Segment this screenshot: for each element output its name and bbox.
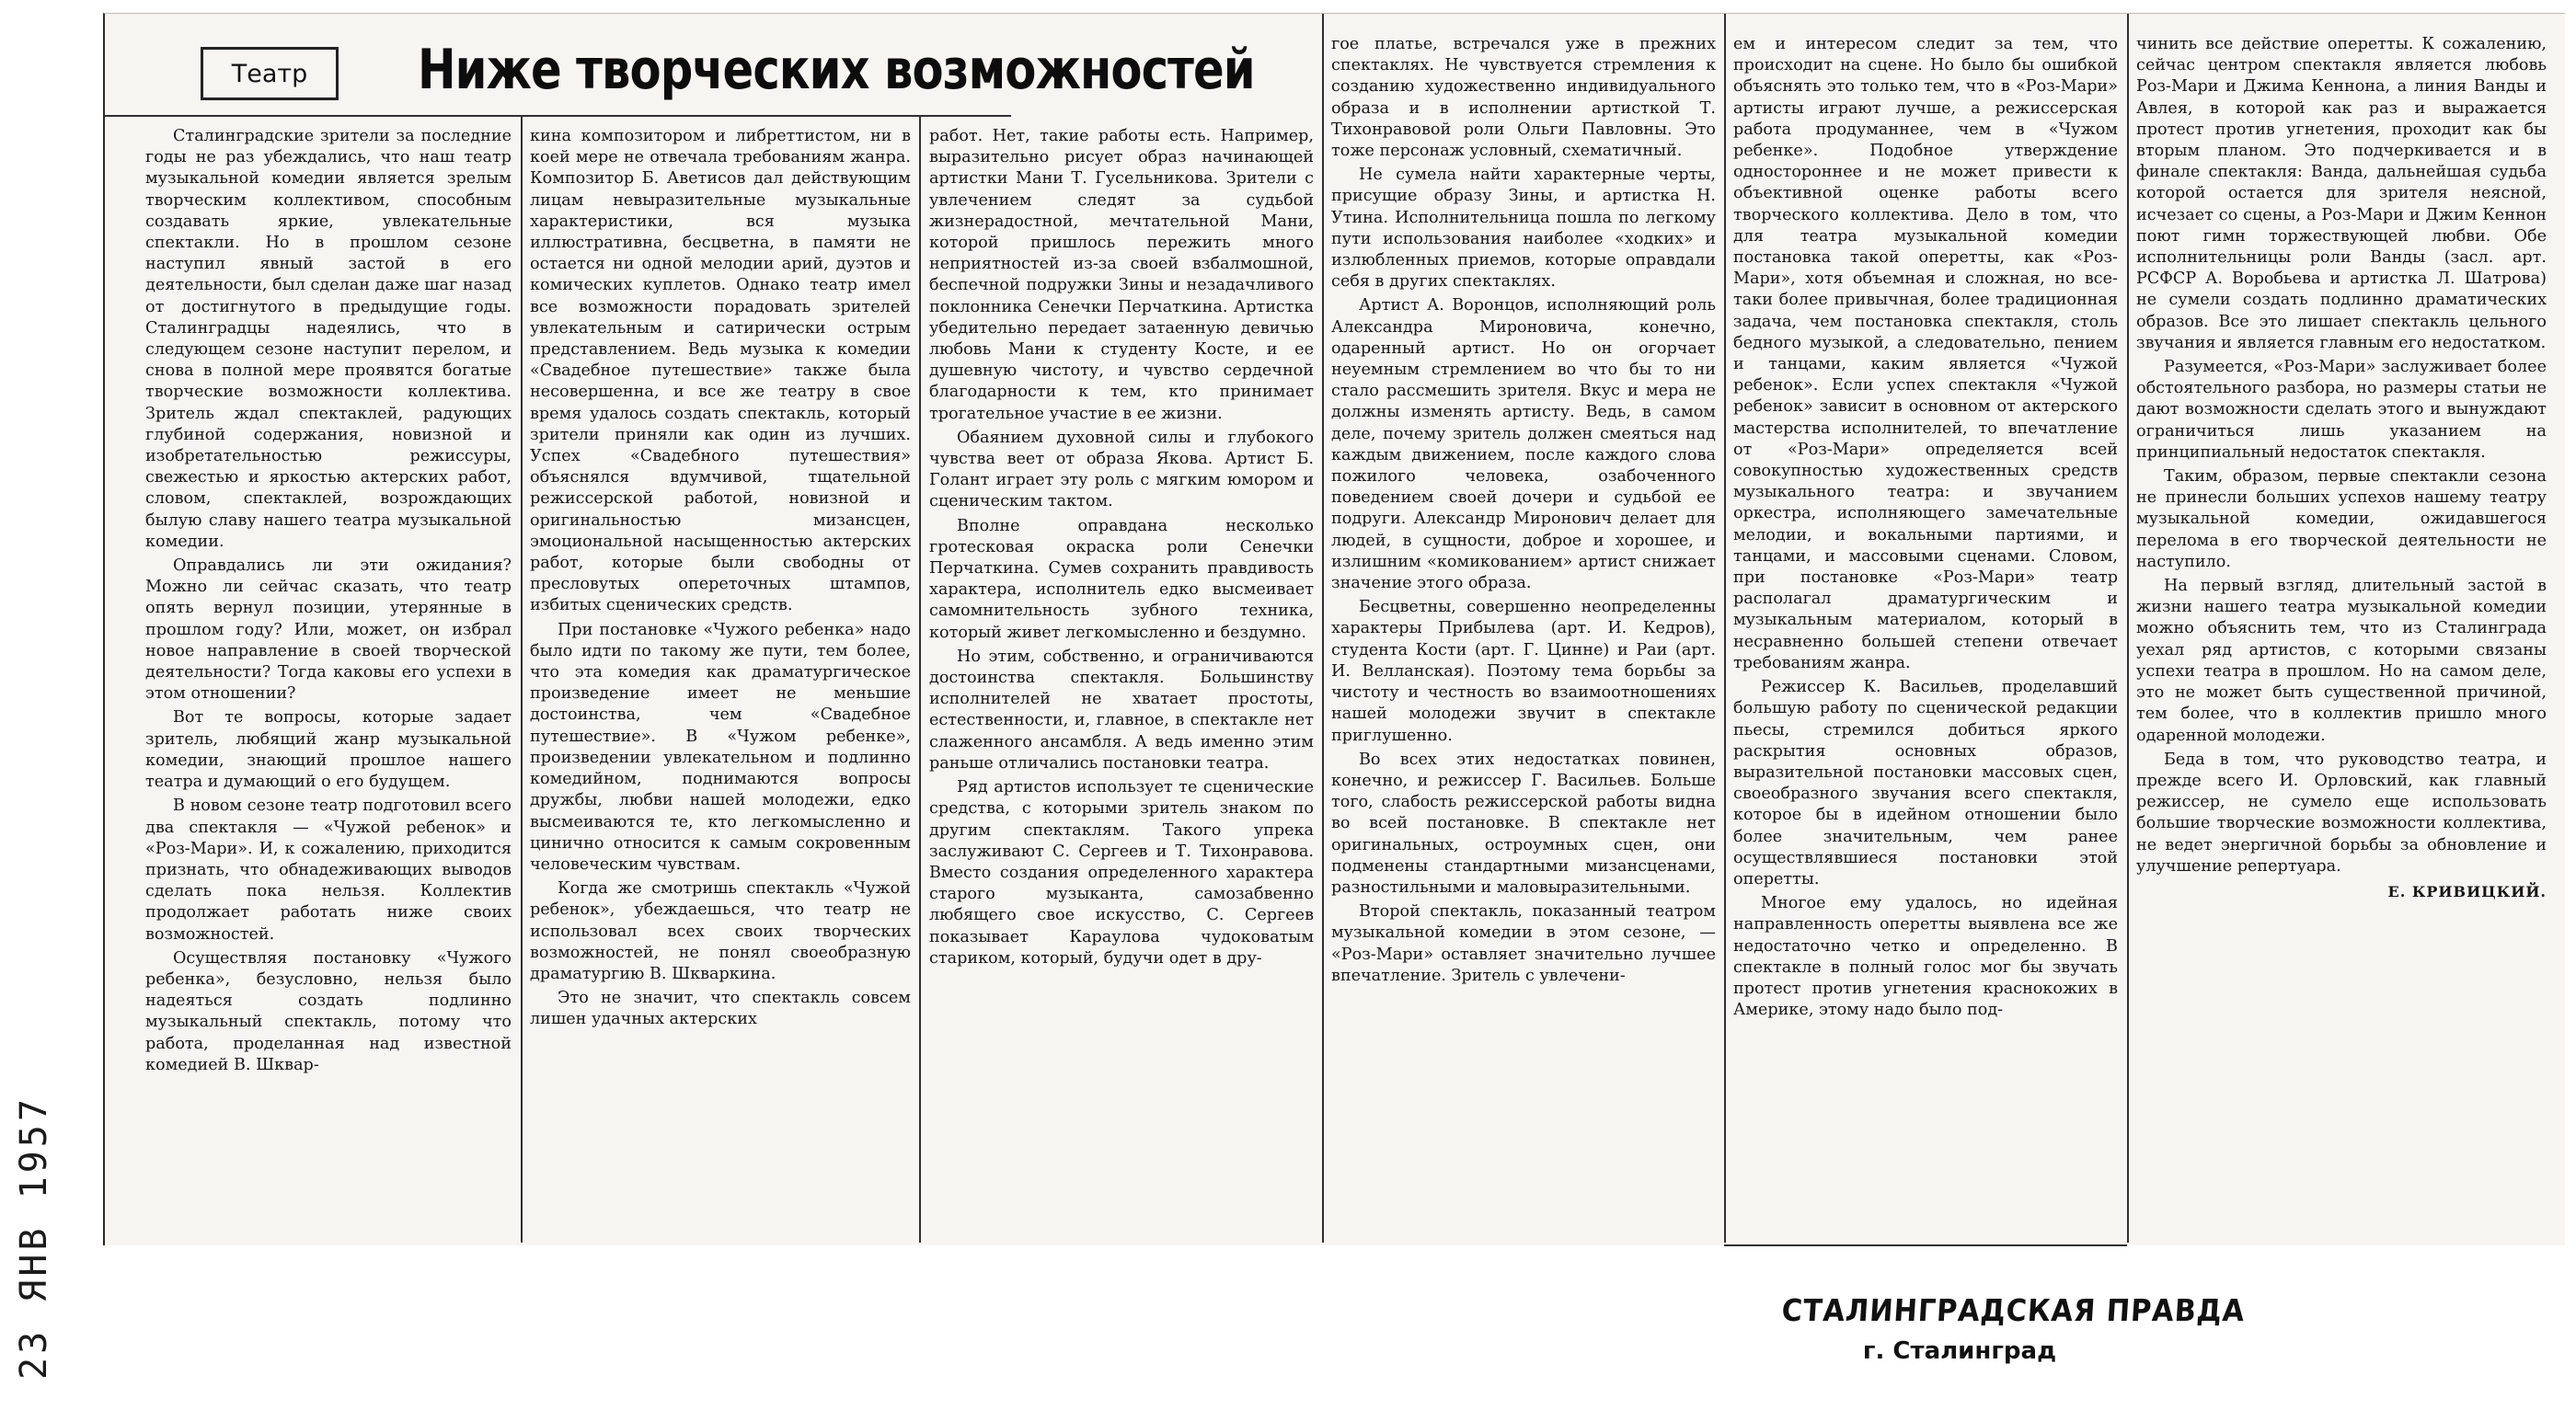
- paragraph: Артист А. Воронцов, исполняющий роль Александра Мироновича, конечно, одаренный артист. Но он огорчает неуемным стремлением во что бы то ни стало рассмешить зрителя. Вкус и мера не должны изменять артисту. Ведь, в самом деле, почему зритель должен смеяться над каждым движением, после каждого слова пожилого человека, озабоченного поведением своей дочери и судьбой ее подруги. Александр Миронович делает для людей, в сущности, доброе и хорошее, и излишним «комикованием» артист снижает значение этого образа.: [1331, 296, 1716, 593]
- paragraph: Но этим, собственно, и ограничиваются достоинства спектакля. Большинству исполнителей не хватает простоты, естественности, и, главное, в спектакле нет слаженного ансамбля. А ведь именно этим раньше отличались постановки театра.: [929, 647, 1314, 773]
- author-signature: Е. КРИВИЦКИЙ.: [2387, 882, 2547, 900]
- paragraph: Второй спектакль, показанный театром музыкальной комедии в этом сезоне, — «Роз-Мари» оставляет значительно лучшее впечатление. Зритель с увлечени-: [1331, 902, 1716, 985]
- column-rule: [1724, 14, 1726, 1243]
- article-headline: Ниже творческих возможностей: [418, 38, 1255, 102]
- article-column-6: [2136, 34, 2547, 1244]
- paragraph: Многое ему удалось, но идейная направленность оперетты выявлена все же недостаточно четко и определенно. В спектакле в полный голос мог бы звучать протест против угнетения краснокожих в Америке, этому надо было под-: [1733, 894, 2118, 1020]
- section-rubric: Театр: [201, 47, 339, 100]
- paragraph: Во всех этих недостатках повинен, конечно, и режиссер Г. Васильев. Больше того, слабость режиссерской работы видна во всей постановке. В спектакле нет оригинальных, остроумных сцен, они подменены стандартными мизансценами, разностильными и маловыразительными.: [1331, 750, 1716, 897]
- paragraph: Вполне оправдана несколько гротесковая окраска роли Сенечки Перчаткина. Сумев сохранить правдивость характера, исполнитель едко высмеивает самомнительность зубного техника, который живет легкомысленно и бездумно.: [929, 516, 1314, 642]
- column-rule: [2127, 14, 2129, 1243]
- source-stamp: [1766, 1292, 2247, 1365]
- footer-rule: [1724, 1244, 2127, 1246]
- column-rule: [1322, 14, 1324, 1243]
- article-column-3: [929, 126, 1314, 1243]
- paragraph: Бесцветны, совершенно неопределенны характеры Прибылева (арт. И. Кедров), студента Кости (арт. Г. Цинне) и Раи (арт. И. Велланская). Поэтому тема борьбы за чистоту и честность во взаимоотношениях нашей молодежи звучит в спектакле приглушенно.: [1331, 598, 1716, 745]
- paragraph: Сталинградские зрители за последние годы не раз убеждались, что наш театр музыкальной комедии является зрелым творческим коллективом, способным создавать яркие, увлекательные спектакли. Но в прошлом сезоне наступил явный застой в его деятельности, был сделан даже шаг назад от достигнутого в предыдущие годы. Сталинградцы надеялись, что в следующем сезоне наступит перелом, и снова в полной мере проявятся богатые творческие возможности коллектива. Зритель ждал спектаклей, радующих глубиной содержания, новизной и изобретательностью режиссуры, свежестью и яркостью актерских работ, словом, спектаклей, возрождающих былую славу нашего театра музыкальной комедии.: [145, 127, 512, 551]
- paragraph: работ. Нет, такие работы есть. Например, выразительно рисует образ начинающей артистки Мани Т. Гусельникова. Зрители с увлечением следят за судьбой жизнерадостной, мечтательной Мани, которой пришлось пережить много неприятностей из-за своей взбалмошной, беспечной подружки Зины и незадачливого поклонника Сенечки Перчаткина. Артистка убедительно передает затаенную девичью любовь Мани к студенту Косте, и ее душевную чистоту, и чувство сердечной благодарности к тем, кто принимает трогательное участие в ее жизни.: [929, 127, 1314, 423]
- newspaper-city: г. Сталинград: [1862, 1337, 2057, 1365]
- paragraph: чинить все действие оперетты. К сожалению, сейчас центром спектакля является любовь Роз-Мари и Джима Кеннона, а линия Ванды и Авлея, в которой как раз и выражается протест против угнетения, проходит как бы вторым планом. Это подчеркивается и в финале спектакля: Ванда, дальнейшая судьба которой остается для зрителя неясной, исчезает со сцены, а Роз-Мари и Джим Кеннон поют гимн торжествующей любви. Обе исполнительницы роли Ванды (засл. арт. РСФСР А. Воробьева и артистка Л. Шатрова) не сумели создать подлинно драматических образов. Все это лишает спектакль цельного звучания и является главным его недостатком.: [2136, 35, 2547, 352]
- paragraph: Обаянием духовной силы и глубокого чувства веет от образа Якова. Артист Б. Голант играет эту роль с мягким юмором и сценическим тактом.: [929, 428, 1314, 511]
- paragraph: Режиссер К. Васильев, проделавший большую работу по сценической редакции пьесы, стремился добиться яркого раскрытия основных образов, выразительной постановки массовых сцен, своеобразного звучания всего спектакля, которое бы в идейном отношении было более значительным, чем ранее осуществлявшиеся постановки этой оперетты.: [1733, 678, 2118, 888]
- paragraph: Разумеется, «Роз-Мари» заслуживает более обстоятельного разбора, но размеры статьи не дают возможности сделать этого и вынуждают ограничиться лишь указанием на принципиальный недостаток спектакля.: [2136, 358, 2547, 462]
- column-rule: [521, 117, 523, 1243]
- paragraph: гое платье, встречался уже в прежних спектаклях. Не чувствуется стремления к созданию художественно индивидуального образа и в исполнении артисткой Т. Тихонравовой роли Ольги Павловны. Это тоже персонаж условный, схематичный.: [1331, 35, 1716, 161]
- paragraph: Оправдались ли эти ожидания? Можно ли сейчас сказать, что театр опять вернул позиции, утерянные в прошлом году? Или, может, он избрал новое направление в своей творческой деятельности? Тогда каковы его успехи в этом отношении?: [145, 556, 512, 704]
- newspaper-name: СТАЛИНГРАДСКАЯ ПРАВДА: [1780, 1292, 2247, 1328]
- paragraph: кина композитором и либреттистом, ни в коей мере не отвечала требованиям жанра. Композитор Б. Аветисов дал действующим лицам невыразительные музыкальные характеристики, вся музыка иллюстративна, бесцветна, в памяти не остается ни одной мелодии арий, дуэтов и комических куплетов. Однако театр имел все возможности порадовать зрителей увлекательным и сатирически острым представлением. Ведь музыка к комедии «Свадебное путешествие» также была несовершенна, и все же театру в свое время удалось создать спектакль, который зрители приняли как один из лучших. Успех «Свадебного путешествия» объяснялся вдумчивой, тщательной режиссерской работой, новизной и оригинальностью мизансцен, эмоциональной насыщенностью актерских работ, которые были свободны от пресловутых опереточных штампов, избитых сценических средств.: [530, 127, 911, 615]
- paragraph: Осуществляя постановку «Чужого ребенка», безусловно, нельзя было надеяться создать подлинно музыкальный спектакль, потому что работа, проделанная над известной комедией В. Шквар-: [145, 948, 512, 1074]
- header-rule: [105, 115, 523, 117]
- paragraph: Это не значит, что спектакль совсем лишен удачных актерских: [530, 989, 911, 1029]
- paragraph: Не сумела найти характерные черты, присущие образу Зины, и артистка Н. Утина. Исполнительница пошла по легкому пути использования наиболее «ходких» и излюбленных приемов, которые оправдали себя в других спектаклях.: [1331, 166, 1716, 292]
- paragraph: Вот те вопросы, которые задает зритель, любящий жанр музыкальной комедии, знающий прошлое нашего театра и думающий о его будущем.: [145, 708, 512, 792]
- paragraph: ем и интересом следит за тем, что происходит на сцене. Но было бы ошибкой объяснять это только тем, что в «Роз-Мари» артисты играют лучше, а режиссерская работа продуманнее, чем в «Чужом ребенке». Подобное утверждение одностороннее и не может привести к объективной оценке работы всего творческого коллектива. Дело в том, что для театра музыкальной комедии постановка такой оперетты, как «Роз-Мари», хотя объемная и сложная, но все-таки более привычная, более традиционная задача, чем постановка спектакля, столь бедного музыкой, а следовательно, пением и танцами, каким является «Чужой ребенок». Если успех спектакля «Чужой ребенок» зависит в основном от актерского мастерства исполнителей, то впечатление от «Роз-Мари» определяется всей совокупностью художественных средств музыкального театра: и звучанием оркестра, исполняющего замечательные мелодии, и вокальными партиями, и танцами, и массовыми сценами. Словом, при постановке «Роз-Мари» театр располагал драматургическим и музыкальным материалом, который в несравненно большей степени отвечает требованиям жанра.: [1733, 35, 2118, 672]
- column-rule: [919, 117, 921, 1243]
- article-column-1: [145, 126, 512, 1243]
- archive-date-stamp: 23 ЯНВ 1957: [13, 1095, 55, 1380]
- article-column-5: [1733, 34, 2118, 1244]
- header-rule: [523, 115, 1011, 117]
- article-column-4: [1331, 34, 1716, 1244]
- paragraph: На первый взгляд, длительный застой в жизни нашего театра музыкальной комедии можно объяснить тем, что из Сталинграда уехал ряд артистов, с которыми связаны успехи театра в прошлом. Но на самом деле, это не может быть существенной причиной, тем более, что в коллектив пришло много одаренной молодежи.: [2136, 577, 2547, 745]
- paragraph: При постановке «Чужого ребенка» надо было идти по такому же пути, тем более, что эта комедия как драматургическое произведение имеет не меньшие достоинства, чем «Свадебное путешествие». В «Чужом ребенке», произведении увлекательном и подлинно комедийном, поднимаются вопросы дружбы, любви нашей молодежи, едко высмеиваются те, кто легкомысленно и цинично относится к самым сокровенным человеческим чувствам.: [530, 620, 911, 874]
- paragraph: Ряд артистов использует те сценические средства, с которыми зритель знаком по другим спектаклям. Такого упрека заслуживают С. Сергеев и Т. Тихонравова. Вместо создания определенного характера старого музыканта, самозабвенно любящего свое искусство, С. Сергеев показывает Караулова чудоковатым стариком, который, будучи одет в дру-: [929, 778, 1314, 968]
- paragraph: Когда же смотришь спектакль «Чужой ребенок», убеждаешься, что театр не использовал всех своих творческих возможностей, не понял своеобразную драматургию В. Шкваркина.: [530, 879, 911, 983]
- paragraph: В новом сезоне театр подготовил всего два спектакля — «Чужой ребенок» и «Роз-Мари». И, к сожалению, приходится признать, что обнадеживающих выводов сделать пока нельзя. Коллектив продолжает работать ниже своих возможностей.: [145, 797, 512, 944]
- paragraph: Таким, образом, первые спектакли сезона не принесли больших успехов нашему театру музыкальной комедии, ожидавшегося перелома в его творческой деятельности не наступило.: [2136, 467, 2547, 571]
- paragraph: Беда в том, что руководство театра, и прежде всего И. Орловский, как главный режиссер, не сумело еще использовать большие творческие возможности коллектива, не ведет энергичной борьбы за обновление и улучшение репертуара.: [2136, 750, 2547, 876]
- newspaper-clipping: [103, 13, 2565, 1245]
- article-column-2: [530, 126, 911, 1243]
